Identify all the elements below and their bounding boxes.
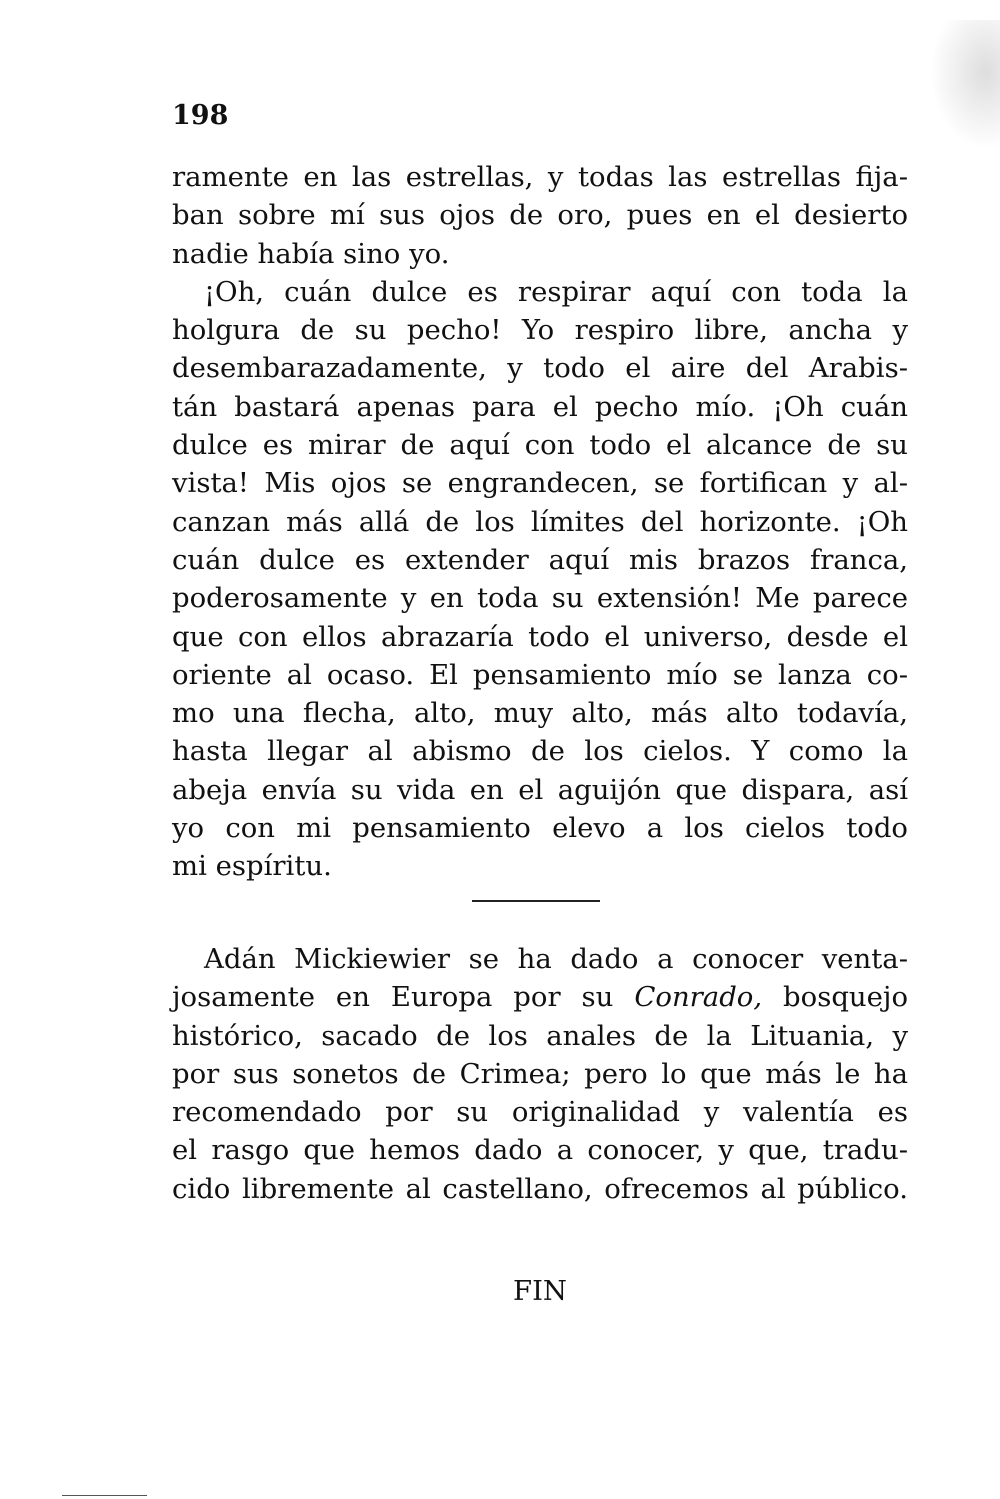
passage-line: que con ellos abrazaría todo el universo, desde el	[172, 620, 908, 653]
note-text: bosquejo	[762, 981, 909, 1014]
note-line: Adán Mickiewier se ha dado a conocer venta-	[204, 943, 908, 975]
scan-mark	[62, 1495, 147, 1496]
passage-line: ramente en las estrellas, y todas las estrellas fija-	[172, 161, 908, 193]
passage-line: ¡Oh, cuán dulce es respirar aquí con toda la	[204, 275, 908, 308]
passage-line: dulce es mirar de aquí con todo el alcance de su	[172, 429, 908, 462]
passage-line: cuán dulce es extender aquí mis brazos franca,	[172, 543, 908, 576]
fin-label: FIN	[512, 1275, 567, 1307]
note-line: cido libremente al castellano, ofrecemos al público.	[172, 1172, 908, 1205]
passage-line: nadie había sino yo.	[172, 237, 450, 270]
editor-note	[172, 940, 908, 1208]
passage-line: holgura de su pecho! Yo respiro libre, ancha y	[172, 314, 908, 347]
passage-line: yo con mi pensamiento elevo a los cielos todo	[172, 812, 908, 845]
note-line	[172, 978, 908, 1016]
passage-line: hasta llegar al abismo de los cielos. Y como la	[172, 735, 908, 768]
passage-line: desembarazadamente, y todo el aire del Arabis-	[172, 352, 908, 385]
note-text: josamente en Europa por su	[172, 981, 635, 1014]
passage-line: poderosamente y en toda su extensión! Me parece	[172, 582, 908, 615]
page-number: 198	[172, 100, 229, 131]
passage-line: ban sobre mí sus ojos de oro, pues en el desierto	[172, 199, 908, 232]
work-title: Conrado,	[634, 981, 763, 1014]
passage-line: vista! Mis ojos se engrandecen, se fortifican y al-	[172, 467, 908, 500]
note-line: recomendado por su originalidad y valentía es	[172, 1096, 908, 1129]
passage-line: mo una flecha, alto, muy alto, más alto todavía,	[172, 697, 908, 730]
scan-shadow	[930, 20, 1000, 150]
passage-line: canzan más allá de los límites del horizonte. ¡Oh	[172, 505, 908, 538]
passage-line: mi espíritu.	[172, 850, 332, 883]
note-line: el rasgo que hemos dado a conocer, y que, tradu-	[172, 1134, 908, 1167]
passage-line: oriente al ocaso. El pensamiento mío se lanza co-	[172, 658, 908, 691]
note-line: histórico, sacado de los anales de la Lituania, y	[172, 1019, 908, 1052]
section-divider	[472, 900, 600, 902]
passage-line: abeja envía su vida en el aguijón que dispara, así	[172, 773, 908, 806]
main-passage	[172, 158, 908, 886]
note-line: por sus sonetos de Crimea; pero lo que más le ha	[172, 1057, 908, 1090]
passage-line: tán bastará apenas para el pecho mío. ¡Oh cuán	[172, 390, 908, 423]
